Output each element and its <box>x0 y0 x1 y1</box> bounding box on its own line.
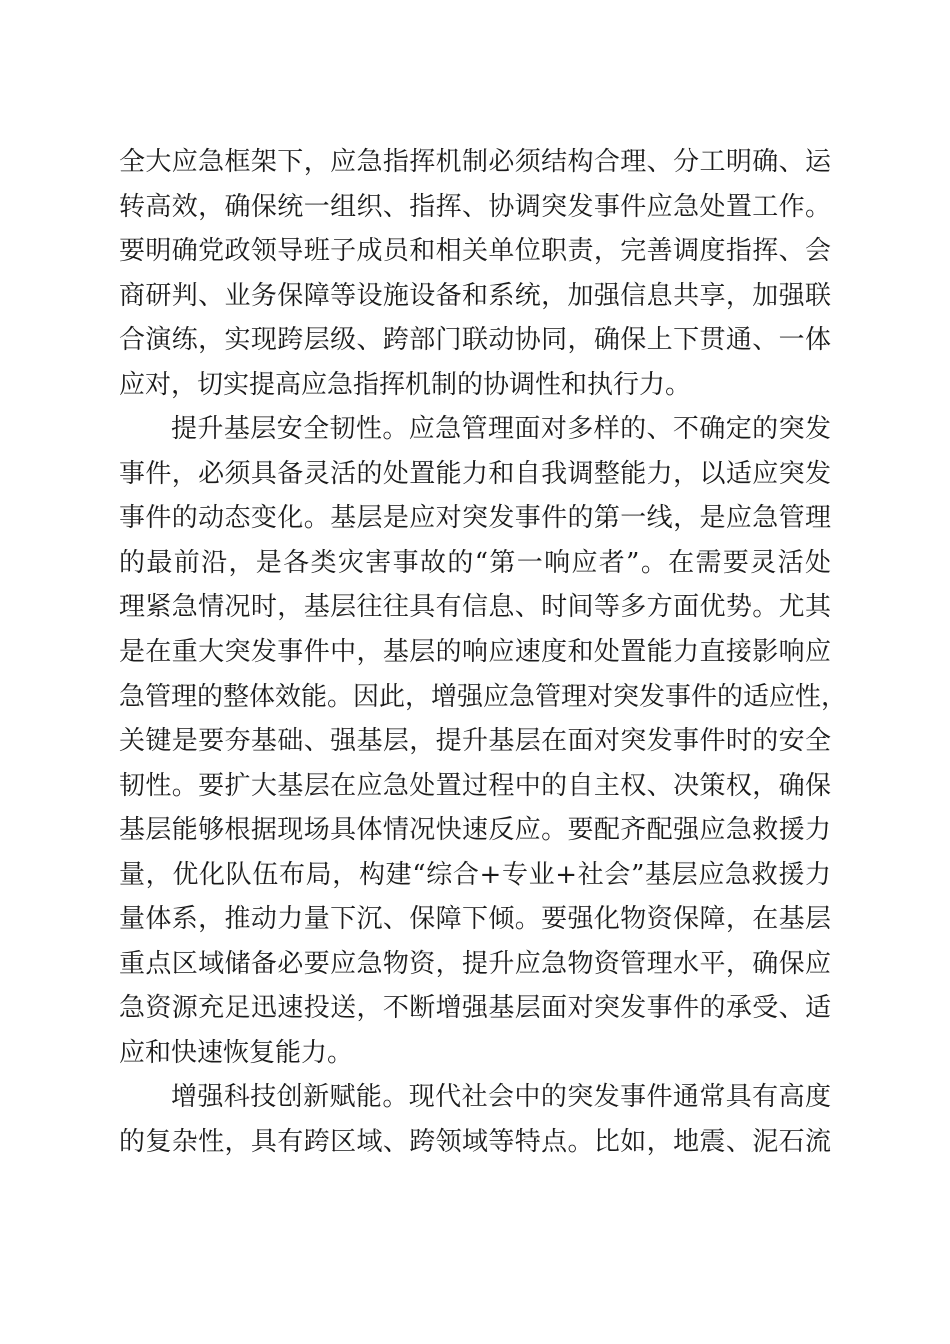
text-line: 转高效，确保统一组织、指挥、协调突发事件应急处置工作。 <box>119 191 831 222</box>
text-line: 韧性。要扩大基层在应急处置过程中的自主权、决策权，确保 <box>119 770 831 801</box>
text-line: 全大应急框架下，应急指挥机制必须结构合理、分工明确、运 <box>119 147 831 177</box>
paragraph-tech-innovation <box>119 1075 831 1164</box>
document-body <box>119 140 848 1165</box>
text-line: 量，优化队伍布局，构建“综合+专业+社会”基层应急救援力 <box>119 859 831 890</box>
text-line: 急资源充足迅速投送，不断增强基层面对突发事件的承受、适 <box>119 993 831 1024</box>
paragraph-grassroots-resilience <box>119 407 848 1075</box>
paragraph-command-mechanism <box>119 140 831 407</box>
text-line: 应和快速恢复能力。 <box>119 1037 354 1068</box>
text-line: 增强科技创新赋能。现代社会中的突发事件通常具有高度 <box>171 1082 831 1113</box>
text-line: 要明确党政领导班子成员和相关单位职责，完善调度指挥、会 <box>119 236 831 267</box>
text-line: 是在重大突发事件中，基层的响应速度和处置能力直接影响应 <box>119 637 831 668</box>
text-line: 事件，必须具备灵活的处置能力和自我调整能力，以适应突发 <box>119 458 831 489</box>
text-line: 关键是要夯基础、强基层，提升基层在面对突发事件时的安全 <box>119 726 831 757</box>
text-line: 应对，切实提高应急指挥机制的协调性和执行力。 <box>119 369 692 400</box>
text-line: 量体系，推动力量下沉、保障下倾。要强化物资保障，在基层 <box>119 904 831 935</box>
text-line: 理紧急情况时，基层往往具有信息、时间等多方面优势。尤其 <box>119 592 831 623</box>
text-line: 事件的动态变化。基层是应对突发事件的第一线，是应急管理 <box>119 503 831 534</box>
text-line: 重点区域储备必要应急物资，提升应急物资管理水平，确保应 <box>119 948 831 979</box>
text-line: 的复杂性，具有跨区域、跨领域等特点。比如，地震、泥石流 <box>119 1127 831 1158</box>
text-line: 提升基层安全韧性。应急管理面对多样的、不确定的突发 <box>171 414 831 445</box>
text-line: 急管理的整体效能。因此，增强应急管理对突发事件的适应性， <box>119 681 848 712</box>
text-line: 合演练，实现跨层级、跨部门联动协同，确保上下贯通、一体 <box>119 325 831 356</box>
text-line: 的最前沿，是各类灾害事故的“第一响应者”。在需要灵活处 <box>119 547 831 578</box>
text-line: 基层能够根据现场具体情况快速反应。要配齐配强应急救援力 <box>119 815 831 846</box>
text-line: 商研判、业务保障等设施设备和系统，加强信息共享，加强联 <box>119 280 831 311</box>
